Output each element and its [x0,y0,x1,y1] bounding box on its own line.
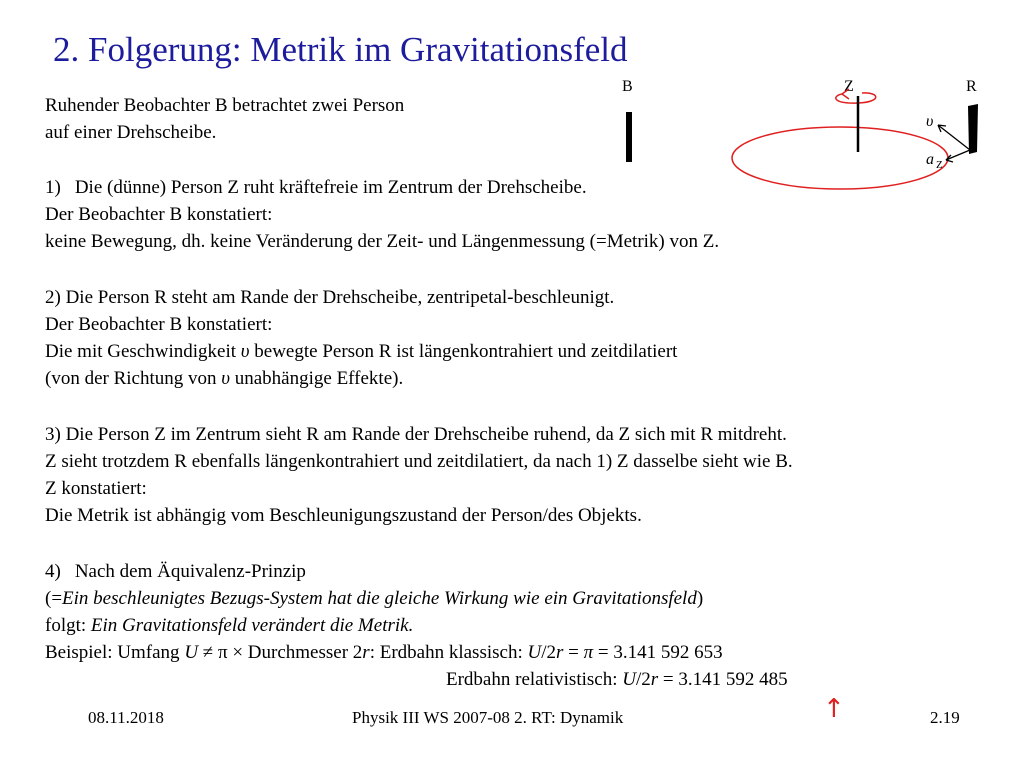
p4-l5-U: U [622,669,636,690]
p4-l4-e: = [563,642,584,663]
velocity-arrow-icon [938,125,970,150]
p4-l4-r: r [362,642,370,663]
point-2-line-3-b: bewegte Person R ist längenkontrahiert und zeitdilatiert [249,341,678,362]
p4-l4-pi: π [583,642,594,663]
point-3-line-3: Z konstatiert: [45,478,147,499]
point-3-line-1: 3) Die Person Z im Zentrum sieht R am Rande der Drehscheibe ruhend, da Z sich mit R mitdreht. [45,424,787,445]
label-acceleration-sub: Z [936,159,943,171]
point-2-line-4 [45,368,403,390]
point-4-text: Nach dem Äquivalenz-Prinzip [74,561,306,582]
label-velocity: υ [926,113,934,130]
p4-l4-U2: U [527,642,542,663]
red-up-arrow-icon: ↑ [823,694,845,724]
p4-l2-close: ) [696,588,704,609]
person-b-bar [626,112,632,162]
p4-l4-b: ≠ π × Durchmesser 2 [198,642,363,663]
point-4-line-1 [45,561,306,583]
intro-line-1: Ruhender Beobachter B betrachtet zwei Person [45,95,405,116]
point-3-line-4: Die Metrik ist abhängig vom Beschleunigungszustand der Person/des Objekts. [45,505,642,526]
turntable-diagram [600,70,1010,200]
acceleration-arrow-icon [946,150,970,160]
point-4-line-5 [446,669,788,691]
footer-page-number: 2.19 [930,708,960,727]
point-1-line-2: Der Beobachter B konstatiert: [45,204,273,225]
point-4-line-3 [45,615,413,637]
velocity-symbol-2: υ [221,368,230,389]
p4-l3-italic: Ein Gravitationsfeld verändert die Metrik. [90,615,414,636]
turntable-ring [732,127,948,189]
point-4-number: 4) [45,561,61,582]
p4-l2-open: (= [45,588,63,609]
point-2-line-3 [45,341,677,363]
point-1-line-3: keine Bewegung, dh. keine Veränderung der Zeit- und Längenmessung (=Metrik) von Z. [45,231,720,252]
p4-l4-a: Beispiel: Umfang [45,642,185,663]
footer-date: 08.11.2018 [88,708,164,727]
point-2-line-2: Der Beobachter B konstatiert: [45,314,273,335]
label-person-z: Z [844,78,854,95]
point-1-line-1 [45,177,587,199]
label-person-r: R [966,78,977,95]
p4-l4-c: : Erdbahn klassisch: [369,642,528,663]
p4-l2-italic: Ein beschleunigtes Bezugs-System hat die gleiche Wirkung wie ein Gravitationsfeld [62,588,697,609]
point-2-line-3-a: Die mit Geschwindigkeit [45,341,241,362]
slide-title: 2. Folgerung: Metrik im Gravitationsfeld [53,30,628,69]
person-r-bar [968,104,978,154]
p4-l4-f: = 3.141 592 653 [593,642,723,663]
p4-l5-a: Erdbahn relativistisch: [446,669,623,690]
p4-l5-r: r [650,669,659,690]
p4-l4-d: /2 [541,642,556,663]
p4-l3-a: folgt: [45,615,91,636]
label-observer-b: B [622,78,633,95]
p4-l4-U: U [184,642,199,663]
point-2-line-4-a: (von der Richtung von [45,368,222,389]
velocity-symbol: υ [240,341,250,362]
point-1-number: 1) [45,177,61,198]
intro-line-2: auf einer Drehscheibe. [45,122,217,143]
label-acceleration: a [926,151,934,168]
point-4-line-2 [45,588,703,610]
p4-l4-r2: r [555,642,564,663]
footer-course: Physik III WS 2007-08 2. RT: Dynamik [352,708,624,727]
point-3-line-2: Z sieht trotzdem R ebenfalls längenkontrahiert und zeitdilatiert, da nach 1) Z dasselbe sieht wie B. [45,451,793,472]
point-4-line-4 [45,642,723,664]
point-2-line-4-b: unabhängige Effekte). [230,368,404,389]
p4-l5-c: = 3.141 592 485 [658,669,788,690]
point-1-text: Die (dünne) Person Z ruht kräftefreie im Zentrum der Drehscheibe. [74,177,587,198]
point-2-line-1: 2) Die Person R steht am Rande der Drehscheibe, zentripetal-beschleunigt. [45,287,615,308]
p4-l5-b: /2 [635,669,651,690]
